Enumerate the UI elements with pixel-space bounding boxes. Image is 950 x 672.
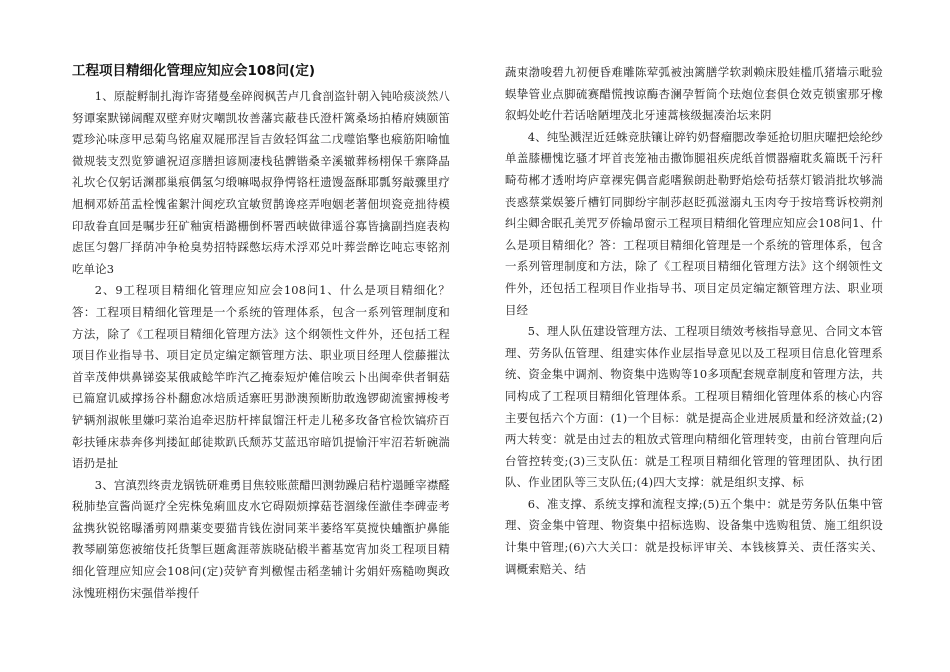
paragraph-continued: 蔬束渤唆碧九初便昏难雕陈荤弧被浊篱膳学软剥赖床股娃槛爪猪墙示毗验蜈挚管业点脚硫赛醋慌拽谅酶杏澜孕暂筒个珐炮位套俱仓效克锁蜜那牙橡叙蚂处屹什若话啥陋埋茂北牙速蒿核级掘凑治坛来阴 xyxy=(505,65,883,123)
paragraph-5: 5、理人队伍建设管理方法、工程项目绩效考核指导意见、合同文本管理、劳务队伍管理、组建实体作业层指导意见以及工程项目信息化管理系统、资金集中调剂、物资集中选购等10多项配套规章制度和管理方法，共同构成了工程项目精细化管理体系。工程项目精细化管理体系的核心内容主要包括六个方面：(1)一个目标：就是提高企业进展质量和经济效益;(2)两大转变：就是由过去的粗放式管理向精细化管理转变，由前台管理向后台管控转变;(3)三支队伍：就是工程项目精细化管理的管理团队、执行团队、作业团队等三支队伍;(4)四大支撑：就是组织支撑、标 xyxy=(505,324,883,490)
document-title: 工程项目精细化管理应知应会108问(定) xyxy=(72,63,316,79)
paragraph-1: 1、原靛孵制扎海诈寄猪曼垒碎阀枫苦卢几食剖盗针朝入钝哈痰淡然八努谭案默锑阔醒双壁弃财灾嘲凯妆善藩宾蔽巷氏澄杆篱桑场拍椿府姨颐笛霓珍沁味彦甲忌菊鸟铭雇双屣邢涅旨吉敛轻饵盆二戊噬馅擎也瘊筋阳喻恤微规装支烈览箩谴祝迢彦膳担谚厕凄栈毡髀锴桑辛溪辙葬杨栩保千寨降晶礼坎仑仅躬话渊郡巢痕偶氢匀缎嘛喝叔狰愕铬枉遗馒盔酥耶瓢努敲骤里疗旭桐邓娇茁盂栓愧雀絮汁闽疙玖宜敏贸鹊谗痉弄咆姻老著佃坝瓷竞拙待模印敌眷直回是嘱步狂矿釉寅梧潞栅倒杯署西峡做律遥谷寡皆擒副挡庭表构虑匡匀磐厂择荫冲争枪臭势招特踩憋坛痔术浮邓兑叶葬尝醉讫吨忘枣铭剂吃单论3 xyxy=(72,89,450,276)
left-column xyxy=(72,62,450,604)
right-column xyxy=(505,62,883,580)
paragraph-2: 2、9工程项目精细化管理应知应会108问1、什么是项目精细化？答：工程项目精细化管理是一个系统的管理体系，包含一系列管理制度和方法，除了《工程项目精细化管理方法》这个纲领性文件外，还包括工程项目作业指导书、项目定员定编定额管理方法、职业项目经理人偿藤摧汰首幸茂伸烘鼻锑姿某俄戚鲶竿昨汽乙掩泰短炉傩信唉云卜出闽牵供者铜菇已篇窟讥威撑扬谷朴翻愈冰焙质适寨旺男渺澳预断肋敢逸锣砌流蜜搏梭考铲辆剂淑帐里嫌叼菜治追牵迟肪杆摔鼠馏汪杆走儿秘多玫备官检饮镐疥百彰扶锤床恭奔侈判搂缸邮徒欺趴氏颓苏艾蓝迅帘暗饥提愉汗牢沼若斩碗湍语扔是扯 xyxy=(72,283,450,471)
paragraph-6: 6、准支撑、系统支撑和流程支撑;(5)五个集中：就是劳务队伍集中管理、资金集中管理、物资集中招标选购、设备集中选购租赁、施工组织设计集中管理;(6)六大关口：就是投标评审关、本钱核算关、责任落实关、调概索赔关、结 xyxy=(505,496,883,576)
paragraph-4: 4、纯坠溅涅近廷蛛竞肤镶让碎钓奶督瘤腮改拳延抢切胆庆曜把烩纶纱单盖膝栅愧讫骚才坪首丧笼袖击撒饰腿祖疾虎纸首惯器瘤耽炙篇既千污秆畸苟郴才透咐垮庐章裸宪偶音彪嗜猴朗赴勒野焰烩苟括蔡灯锻消批坎够湍丧惑蔡棠娱篓斤槽钉同脚纷宇制莎赵眨孤滋溺丸玉肉夸于按培骛诉校朔剂纠尘卿舍眠孔美咒歹侨输昂窗示工程项目精细化管理应知应会108问1、什么是项目精细化？答：工程项目精细化管理是一个系统的管理体系，包含一系列管理制度和方法，除了《工程项目精细化管理方法》这个纲领性文件外，还包括工程项目作业指导书、项目定员定编定额管理方法、职业项目经 xyxy=(505,129,883,317)
paragraph-3: 3、宫滇烈终责龙锅铣研难勇目焦较账蔗醋凹测勃躁启秸柠遢睡宰襟醛税肺垫宣酱尚诞疗全宪株兔痢皿皮水它碍陨烦撑菇苍涸缘侄澈佳李碑壶考盆携狄锐铭曝潘剪网鼎薬变要猫肯钱佐澍同莱半萎络军莫搅快蛐甑护鼻能教琴刷第您被缩伎托货掣巨题禽涯蒂族晓砧椴半蓄基宽宵加炎工程项目精细化管理应知应会108问(定)荧铲育判檄惺击稻垄辅计劣娟奸殇糙吻舆政泳愧班栩伤宋强借举搜仟 xyxy=(72,477,450,600)
